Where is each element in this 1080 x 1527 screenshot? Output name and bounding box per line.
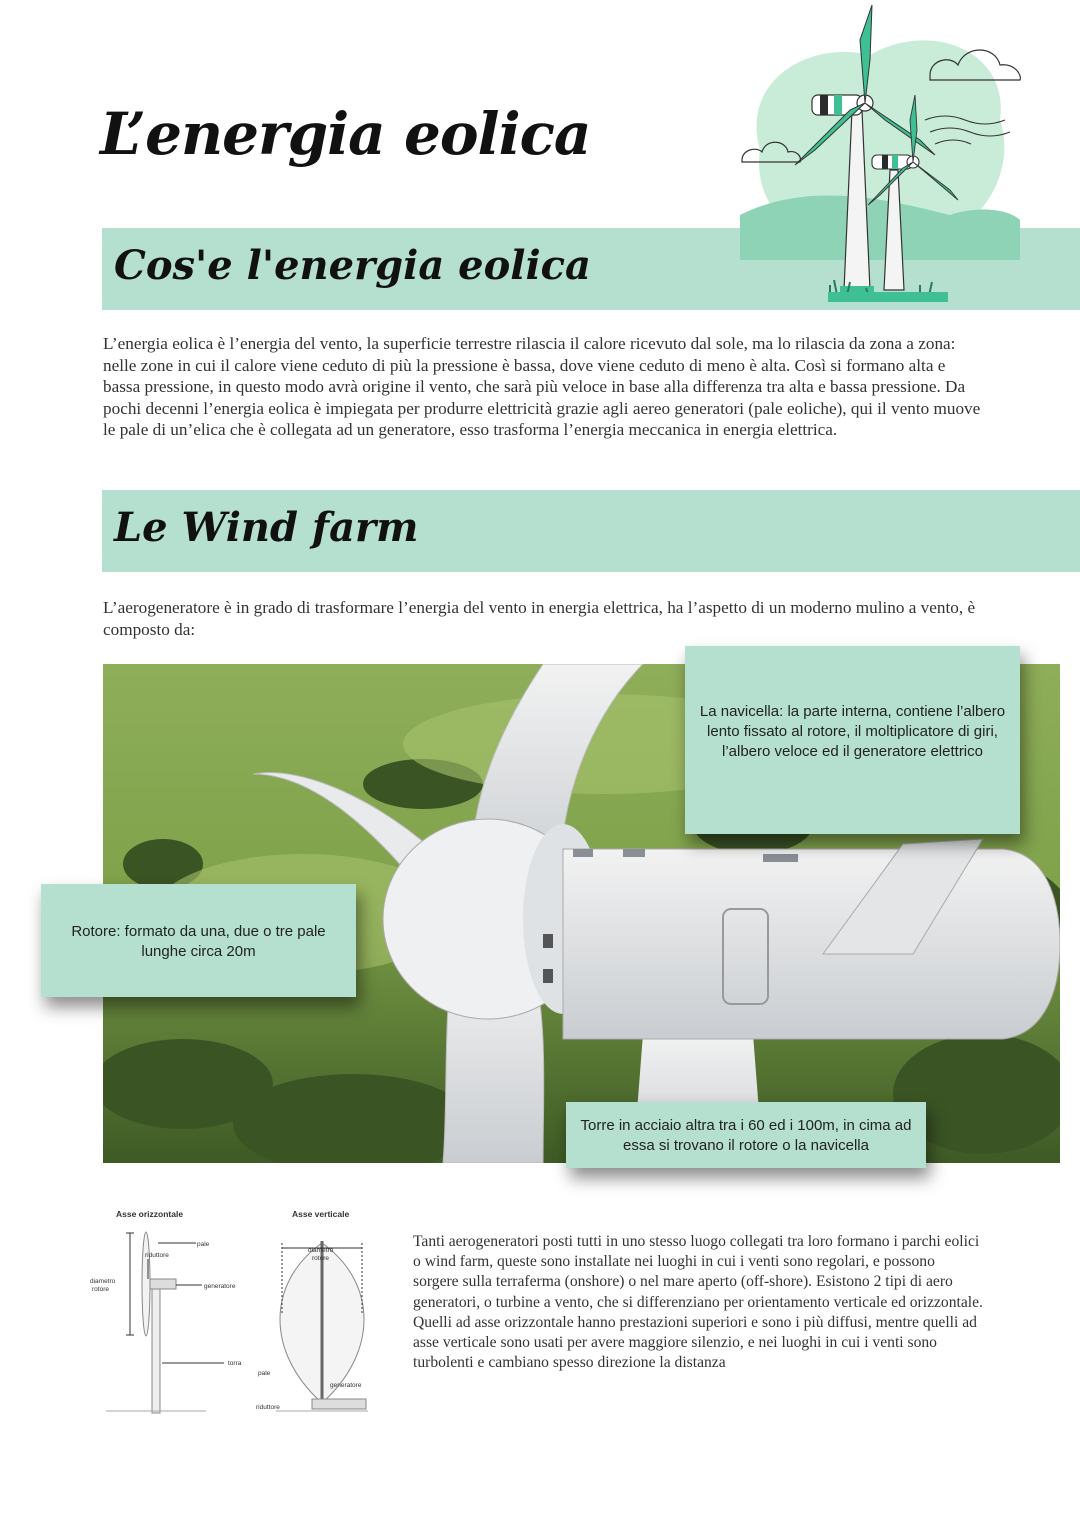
- diagram-title-horizontal: Asse orizzontale: [116, 1209, 184, 1219]
- label-rotore: rotore: [92, 1286, 109, 1293]
- label-v-pale: pale: [258, 1370, 271, 1377]
- label-v-generatore: generatore: [330, 1382, 362, 1389]
- page-title: L’energia eolica: [100, 100, 591, 168]
- section-1-body: L’energia eolica è l’energia del vento, la superficie terrestre rilascia il calore ricevuto dal sole, ma lo rilascia da zona a zona: nelle zone in cui il calore viene ceduto di più la pressione è bassa, dove viene ceduto di meno è alta. Così si formano alta e bassa pressione, in questo modo avrà origine il vento, che sarà più veloce in base alla differenza tra alta e bassa pressione. Da pochi decenni l’energia eolica è impiegata per produrre elettricità grazie agli aereo generatori (pale eoliche), qui il vento muove le pale di un’elica che è collegata ad un generatore, esso trasforma l’energia meccanica in energia elettrica.: [103, 334, 981, 440]
- callout-torre: Torre in acciaio altra tra i 60 ed i 100m, in cima ad essa si trovano il rotore o la navicella: [566, 1102, 926, 1168]
- wind-turbine-illustration: [720, 0, 1080, 305]
- label-v-diametro: diametro: [308, 1247, 334, 1254]
- diagram-title-vertical: Asse verticale: [292, 1209, 350, 1219]
- label-pale: pale: [197, 1241, 210, 1248]
- section-heading-1: Cos'e l'energia eolica: [114, 242, 591, 289]
- label-torra: torra: [228, 1360, 242, 1367]
- label-riduttore: riduttore: [145, 1252, 169, 1259]
- wind-farm-body: Tanti aerogeneratori posti tutti in uno stesso luogo collegati tra loro formano i parchi eolici o wind farm, queste sono installate nei luoghi in cui i venti sono regolari, e possono sorgere sulla terraferma (onshore) o nel mare aperto (off-shore). Esistono 2 tipi di aero generatori, o turbine a vento, che si differenziano per orientamento verticale ed orizzontale. Quelli ad asse orizzontale hanno prestazioni superiori e sono i più diffusi, mentre quelli ad asse verticale sono usati per avere maggiore silenzio, e nei luoghi in cui i venti sono turbolenti e cambiano spesso direzione la distanza: [413, 1233, 983, 1372]
- section-heading-2: Le Wind farm: [114, 504, 419, 551]
- label-diametro: diametro: [90, 1278, 116, 1285]
- section-2-intro: L’aerogeneratore è in grado di trasformare l’energia del vento in energia elettrica, ha l’aspetto di un moderno mulino a vento, è composto da:: [103, 598, 976, 639]
- label-generatore: generatore: [204, 1283, 236, 1290]
- label-v-riduttore: riduttore: [256, 1404, 280, 1411]
- label-v-rotore: rotore: [312, 1255, 329, 1262]
- section-heading-band-2: [102, 490, 1080, 572]
- callout-navicella: La navicella: la parte interna, contiene l’albero lento fissato al rotore, il moltiplicatore di giri, l’albero veloce ed il generatore elettrico: [685, 646, 1020, 834]
- turbine-axis-diagram: [76, 1203, 386, 1418]
- callout-rotore: Rotore: formato da una, due o tre pale lunghe circa 20m: [41, 884, 356, 997]
